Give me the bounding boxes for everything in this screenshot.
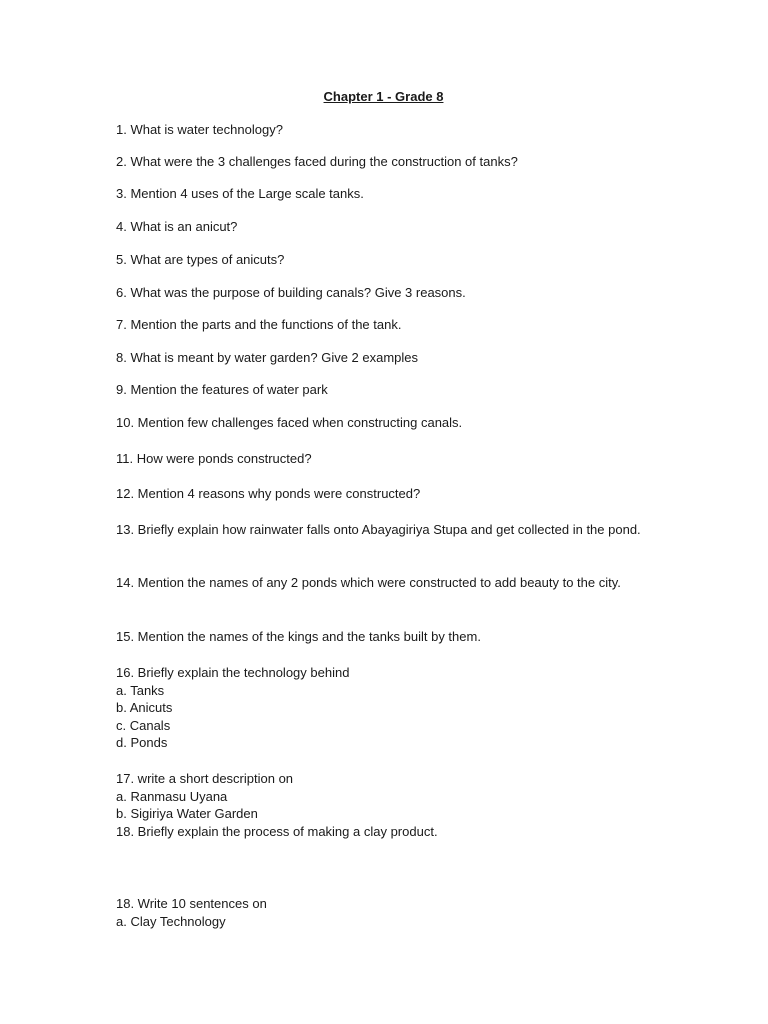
question-16-item-d: d. Ponds [116, 735, 168, 750]
question-4: 4. What is an anicut? [116, 219, 238, 234]
question-18-item-a: a. Clay Technology [116, 913, 226, 929]
question-13: 13. Briefly explain how rainwater falls onto Abayagiriya Stupa and get collected in the pond. [116, 522, 641, 537]
question-18 [116, 895, 651, 930]
question-16-item-c: c. Canals [116, 717, 171, 733]
question-16-item-b: b. Anicuts [116, 700, 173, 715]
question-5: 5. What are types of anicuts? [116, 252, 285, 267]
question-12: 12. Mention 4 reasons why ponds were constructed? [116, 486, 421, 501]
question-17-item-b: b. Sigiriya Water Garden [116, 806, 258, 821]
question-17 [116, 770, 651, 840]
question-10: 10. Mention few challenges faced when constructing canals. [116, 415, 463, 430]
question-3: 3. Mention 4 uses of the Large scale tanks. [116, 186, 364, 201]
question-14: 14. Mention the names of any 2 ponds which were constructed to add beauty to the city. [116, 575, 621, 590]
question-1: 1. What is water technology? [116, 122, 283, 137]
question-9: 9. Mention the features of water park [116, 382, 328, 397]
question-17-item-a: a. Ranmasu Uyana [116, 788, 228, 804]
page-title: Chapter 1 - Grade 8 [323, 89, 444, 104]
question-17-stem: 17. write a short description on [116, 771, 294, 786]
question-2: 2. What were the 3 challenges faced during the construction of tanks? [116, 154, 518, 169]
question-16-stem: 16. Briefly explain the technology behind [116, 665, 350, 680]
question-18-clay-product: 18. Briefly explain the process of making a clay product. [116, 823, 438, 839]
question-6: 6. What was the purpose of building canals? Give 3 reasons. [116, 285, 466, 300]
question-16 [116, 664, 651, 752]
question-15: 15. Mention the names of the kings and the tanks built by them. [116, 629, 481, 644]
question-7: 7. Mention the parts and the functions of the tank. [116, 317, 402, 332]
question-11: 11. How were ponds constructed? [116, 451, 312, 466]
question-8: 8. What is meant by water garden? Give 2 examples [116, 350, 419, 365]
question-16-item-a: a. Tanks [116, 682, 165, 698]
question-18-stem: 18. Write 10 sentences on [116, 896, 267, 911]
